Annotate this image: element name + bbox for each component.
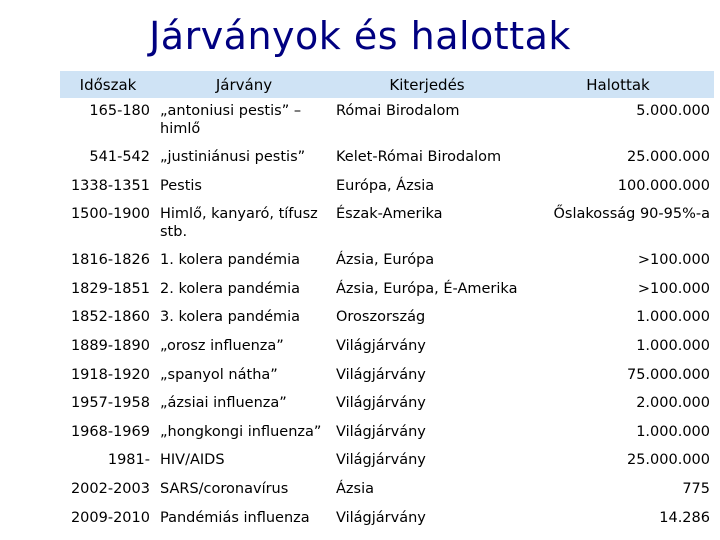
table-row (60, 98, 714, 144)
cell-period: 1338-1351 (70, 177, 150, 194)
cell-extent: Világjárvány (336, 509, 426, 526)
cell-extent: Ázsia, Európa (336, 252, 435, 269)
cell-epidemic: Himlő, kanyaró, tífusz stb. (160, 206, 318, 241)
epidemics-table (60, 71, 714, 533)
table-row (60, 419, 714, 448)
cell-extent: Világjárvány (336, 423, 426, 440)
table-row (60, 505, 714, 534)
cell-extent: Ázsia, Európa, É-Amerika (336, 280, 518, 297)
cell-period: 1957-1958 (70, 395, 150, 412)
table-row (60, 304, 714, 333)
cell-deaths: >100.000 (637, 252, 710, 269)
cell-deaths: 25.000.000 (626, 149, 710, 165)
cell-deaths: 2.000.000 (636, 395, 710, 412)
table-row (60, 447, 714, 476)
cell-epidemic: „spanyol nátha” (160, 366, 278, 383)
cell-period: 2009-2010 (70, 509, 150, 526)
cell-extent: Európa, Ázsia (336, 177, 435, 194)
cell-epidemic: „justiniánusi pestis” (160, 149, 306, 165)
cell-extent: Világjárvány (336, 395, 426, 412)
cell-deaths: 100.000.000 (617, 177, 710, 194)
cell-deaths: Őslakosság 90-95%-a (553, 206, 710, 223)
cell-deaths: 775 (682, 480, 710, 497)
cell-deaths: 5.000.000 (636, 103, 710, 119)
table-row (60, 247, 714, 276)
table-header-row (60, 71, 714, 98)
page-title: Járványok és halottak (149, 14, 571, 58)
cell-period: 1852-1860 (70, 309, 150, 326)
cell-extent: Ázsia (336, 480, 374, 497)
table-row (60, 333, 714, 362)
table-row (60, 390, 714, 419)
cell-epidemic: SARS/coronavírus (160, 480, 289, 497)
cell-epidemic: Pandémiás influenza (160, 509, 310, 526)
cell-epidemic: „orosz influenza” (160, 337, 284, 354)
header-extent: Kiterjedés (332, 71, 522, 98)
cell-extent: Észak-Amerika (336, 206, 443, 223)
cell-deaths: 1.000.000 (636, 309, 710, 326)
cell-extent: Kelet-Római Birodalom (336, 149, 502, 165)
cell-period: 165-180 (89, 103, 150, 119)
cell-epidemic: 3. kolera pandémia (160, 309, 301, 326)
cell-period: 1829-1851 (70, 280, 150, 297)
table-row (60, 276, 714, 305)
cell-extent: Világjárvány (336, 452, 426, 469)
cell-period: 1816-1826 (70, 252, 150, 269)
table-row (60, 173, 714, 202)
header-period: Időszak (60, 71, 156, 98)
cell-extent: Világjárvány (336, 337, 426, 354)
table-row (60, 362, 714, 391)
table-row (60, 201, 714, 247)
cell-period: 1968-1969 (70, 423, 150, 440)
cell-deaths: 1.000.000 (636, 337, 710, 354)
header-epidemic: Járvány (156, 71, 332, 98)
cell-epidemic: „hongkongi influenza” (160, 423, 322, 440)
cell-deaths: 25.000.000 (626, 452, 710, 469)
cell-deaths: 1.000.000 (636, 423, 710, 440)
cell-epidemic: HIV/AIDS (160, 452, 225, 469)
cell-deaths: >100.000 (637, 280, 710, 297)
cell-epidemic: 1. kolera pandémia (160, 252, 301, 269)
cell-period: 1918-1920 (70, 366, 150, 383)
cell-period: 1500-1900 (70, 206, 150, 223)
cell-epidemic: 2. kolera pandémia (160, 280, 301, 297)
header-deaths: Halottak (522, 71, 714, 98)
cell-period: 1889-1890 (70, 337, 150, 354)
table-row (60, 476, 714, 505)
table-row (60, 144, 714, 173)
cell-deaths: 75.000.000 (626, 366, 710, 383)
cell-extent: Római Birodalom (336, 103, 460, 119)
cell-extent: Oroszország (336, 309, 426, 326)
cell-extent: Világjárvány (336, 366, 426, 383)
cell-deaths: 14.286 (659, 509, 710, 526)
cell-period: 2002-2003 (70, 480, 150, 497)
cell-epidemic: Pestis (160, 177, 202, 194)
cell-period: 1981- (107, 452, 150, 469)
cell-period: 541-542 (89, 149, 150, 165)
cell-epidemic: „antoniusi pestis” – himlő (160, 103, 302, 137)
cell-epidemic: „ázsiai influenza” (160, 395, 287, 412)
